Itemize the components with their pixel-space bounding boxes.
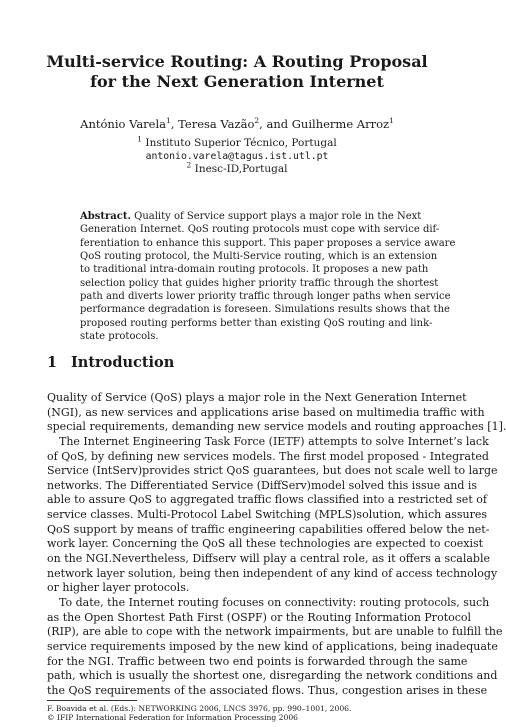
- paper-title-line-2: for the Next Generation Internet: [90, 72, 384, 91]
- author-name: António Varela: [80, 117, 167, 131]
- body-line: able to assure QoS to aggregated traffic flows classified into a restricted set of: [47, 493, 487, 507]
- body-text: [47, 391, 506, 698]
- body-line: work layer. Concerning the QoS all these technologies are expected to coexist: [47, 537, 484, 551]
- abstract-line: Abstract. Quality of Service support plays a major role in the Next: [80, 211, 422, 222]
- body-line: on the NGI.Nevertheless, Diffserv will play a central role, as it offers a scalable: [47, 552, 490, 566]
- footer: [47, 704, 351, 723]
- footer-citation: F. Boavida et al. (Eds.): NETWORKING 2006, LNCS 3976, pp. 990–1001, 2006.: [47, 704, 352, 713]
- abstract: [80, 210, 456, 343]
- section-heading: [47, 354, 174, 371]
- abstract-line: selection policy that guides higher priority traffic through the shortest: [80, 277, 439, 289]
- body-line: Service (IntServ)provides strict QoS guarantees, but does not scale well to large: [47, 464, 498, 478]
- body-line: (RIP), are able to cope with the network impairments, but are unable to fulfill the: [47, 625, 503, 639]
- body-line: as the Open Shortest Path First (OSPF) or the Routing Information Protocol: [47, 610, 472, 624]
- abstract-line: state protocols.: [80, 331, 159, 343]
- abstract-line: QoS routing protocol, the Multi-Service routing, which is an extension: [80, 251, 438, 263]
- body-line: The Internet Engineering Task Force (IETF) attempts to solve Internet’s lack: [59, 434, 489, 448]
- body-line: for the NGI. Traffic between two end points is forwarded through the same: [47, 654, 468, 668]
- abstract-line: proposed routing performs better than existing QoS routing and link-: [80, 317, 433, 329]
- abstract-label: Abstract.: [80, 211, 131, 222]
- author-affiliation-mark: 1: [166, 116, 171, 126]
- author-name: Teresa Vazão: [178, 117, 255, 131]
- author-affiliation-mark: 1: [389, 116, 394, 126]
- author-name: Guilherme Arroz: [291, 117, 390, 131]
- affiliation-mark: 2: [186, 160, 192, 170]
- body-line: path, which is usually the shortest one, disregarding the network conditions and: [47, 669, 498, 683]
- footer-copyright: © IFIP International Federation for Information Processing 2006: [47, 713, 298, 723]
- body-line: or higher layer protocols.: [47, 581, 190, 595]
- body-line: special requirements, demanding new service models and routing approaches [1].: [47, 420, 506, 434]
- body-line: the QoS requirements of the associated flows. Thus, congestion arises in these: [47, 683, 488, 697]
- body-line: network layer solution, being then independent of any kind of access technology: [47, 566, 498, 580]
- author-affiliation-mark: 2: [254, 116, 260, 126]
- paper-title-line-1: Multi-service Routing: A Routing Proposal: [46, 52, 428, 71]
- footnote-rule: [47, 700, 137, 701]
- section-number: 1: [47, 354, 58, 371]
- body-line: (NGI), as new services and applications arise based on multimedia traffic with: [47, 405, 485, 419]
- body-line: service classes. Multi-Protocol Label Switching (MPLS)solution, which assures: [47, 508, 488, 522]
- author-separator: ,: [170, 117, 179, 131]
- body-line: To date, the Internet routing focuses on connectivity: routing protocols, such: [59, 595, 490, 609]
- body-line: service requirements imposed by the new kind of applications, being inadequate: [47, 639, 498, 653]
- abstract-line: performance degradation is foreseen. Simulations results shows that the: [80, 304, 450, 316]
- affiliation-text: Instituto Superior Técnico, Portugal: [145, 137, 337, 149]
- author-email: antonio.varela@tagus.ist.utl.pt: [145, 151, 329, 162]
- body-line: Quality of Service (QoS) plays a major role in the Next Generation Internet: [47, 391, 467, 404]
- affiliation-text: Inesc-ID,Portugal: [194, 163, 288, 175]
- abstract-line: Generation Internet. QoS routing protocols must cope with service dif-: [80, 224, 440, 236]
- affiliation-1: [0, 134, 474, 149]
- abstract-line: ferentiation to enhance this support. This paper proposes a service aware: [80, 237, 456, 249]
- affiliation-2: [0, 160, 474, 175]
- affiliation-mark: 1: [137, 134, 143, 144]
- abstract-line: path and diverts lower priority traffic through longer paths when service: [80, 291, 451, 303]
- section-title: Introduction: [71, 354, 175, 371]
- body-line: of QoS, by defining new services models. The first model proposed - Integrated: [47, 449, 489, 463]
- body-line: QoS support by means of traffic engineering capabilities offered below the net-: [47, 522, 490, 536]
- author-list: [0, 117, 474, 131]
- body-line: networks. The Differentiated Service (DiffServ)model solved this issue and is: [47, 478, 478, 492]
- author-separator: , and: [259, 117, 292, 131]
- abstract-line: to traditional intra-domain routing protocols. It proposes a new path: [80, 264, 429, 276]
